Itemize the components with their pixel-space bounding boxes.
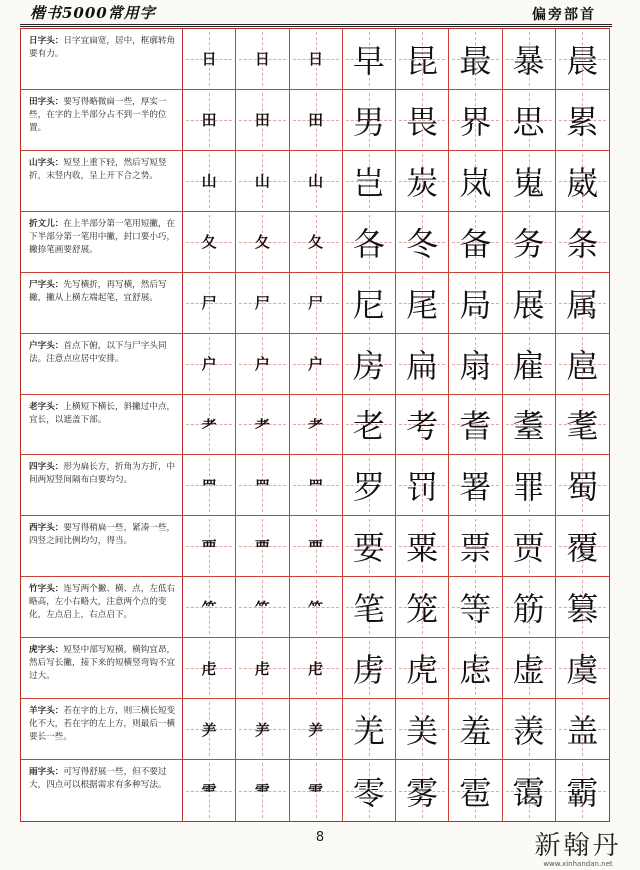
radical-glyph: 耂: [254, 415, 270, 434]
radical-glyph: 田: [201, 111, 217, 130]
example-char-cell: [556, 455, 609, 516]
example-glyph: 粟: [406, 529, 439, 568]
radical-practice-cell: [236, 699, 289, 760]
radical-glyph: 山: [308, 172, 324, 191]
example-glyph: 盖: [566, 712, 599, 751]
name-separator: ：: [54, 218, 64, 229]
radical-glyph: 日: [308, 50, 324, 69]
radical-name: 雨字头: [29, 767, 55, 778]
radical-glyph: 夂: [308, 233, 324, 252]
example-char-cell: [449, 151, 502, 212]
example-char-cell: [503, 273, 556, 334]
radical-practice-cell: [183, 455, 236, 516]
example-glyph: 笼: [406, 590, 439, 629]
example-glyph: 冬: [406, 224, 439, 263]
radical-practice-cell: [236, 760, 289, 821]
radical-practice-cell: [290, 455, 343, 516]
example-glyph: 羌: [352, 712, 385, 751]
radical-practice-cell: [290, 334, 343, 395]
radical-glyph: 户: [308, 355, 324, 374]
radical-practice-cell: [236, 273, 289, 334]
page-header: [0, 0, 640, 24]
row-description: [21, 90, 183, 151]
example-glyph: 考: [406, 407, 439, 446]
row-description: [21, 516, 183, 577]
radical-glyph: 覀: [308, 537, 324, 556]
radical-glyph: ⺮: [308, 598, 324, 617]
radical-name: 虎字头: [29, 645, 55, 656]
example-glyph: 暴: [512, 41, 545, 80]
example-glyph: 展: [512, 285, 545, 324]
example-glyph: 崴: [566, 163, 599, 202]
radical-name: 尸字头: [29, 279, 55, 290]
example-glyph: 嵬: [512, 163, 545, 202]
radical-practice-cell: [183, 395, 236, 456]
row-description: [21, 760, 183, 821]
radical-practice-cell: [183, 577, 236, 638]
example-glyph: 羞: [459, 712, 492, 751]
description-text: 形为扁长方，折角为方折，中间两短竖间隔布白要均匀。: [29, 462, 176, 486]
example-glyph: 筋: [512, 590, 545, 629]
radical-name: 田字头: [29, 96, 55, 107]
example-glyph: 零: [352, 773, 385, 812]
radical-glyph: 虍: [254, 659, 270, 678]
example-char-cell: [343, 90, 396, 151]
radical-glyph: 山: [201, 172, 217, 191]
row-description: [21, 334, 183, 395]
example-char-cell: [396, 455, 449, 516]
example-glyph: 耋: [512, 407, 545, 446]
example-glyph: 篡: [566, 590, 599, 629]
example-char-cell: [556, 577, 609, 638]
row-description: [21, 638, 183, 699]
radical-practice-cell: [290, 395, 343, 456]
radical-practice-cell: [290, 29, 343, 90]
example-char-cell: [343, 760, 396, 821]
example-glyph: 贾: [512, 529, 545, 568]
example-glyph: 耄: [566, 407, 599, 446]
example-glyph: 务: [512, 224, 545, 263]
example-char-cell: [449, 699, 502, 760]
example-glyph: 备: [459, 224, 492, 263]
radical-practice-cell: [290, 760, 343, 821]
name-separator: ：: [54, 36, 64, 46]
radical-practice-cell: [183, 29, 236, 90]
description-text: 先写横折，再写横，然后写撇，撇从上横左端起笔，宜舒展。: [29, 279, 167, 303]
radical-glyph: 户: [254, 355, 270, 374]
example-glyph: 票: [459, 529, 492, 568]
radical-practice-cell: [183, 760, 236, 821]
row-description: [21, 212, 183, 273]
example-glyph: 尾: [406, 285, 439, 324]
example-char-cell: [503, 699, 556, 760]
radical-practice-cell: [290, 577, 343, 638]
example-glyph: 美: [406, 712, 439, 751]
description-text: 可写得舒展一些，但不要过大，四点可以根据需求有多种写法。: [29, 767, 167, 791]
book-title: 楷书5000常用字: [30, 4, 156, 22]
radical-practice-cell: [183, 334, 236, 395]
example-char-cell: [503, 395, 556, 456]
example-char-cell: [556, 273, 609, 334]
example-char-cell: [343, 29, 396, 90]
example-glyph: 累: [566, 102, 599, 141]
example-char-cell: [556, 638, 609, 699]
row-description: [21, 29, 183, 90]
radical-practice-cell: [183, 90, 236, 151]
radical-glyph: 罒: [201, 476, 217, 495]
example-char-cell: [343, 273, 396, 334]
radical-glyph: 罒: [308, 476, 324, 495]
example-char-cell: [449, 516, 502, 577]
name-separator: ：: [54, 96, 64, 107]
radical-practice-cell: [183, 699, 236, 760]
example-glyph: 老: [352, 407, 385, 446]
description-text: 要写得稍扁一些，紧凑一些，四竖之间比例均匀，得当。: [29, 523, 176, 547]
radical-glyph: 耂: [201, 415, 217, 434]
radical-name: 四字头: [29, 462, 55, 473]
example-glyph: 笔: [352, 590, 385, 629]
radical-glyph: 田: [254, 111, 270, 130]
example-char-cell: [396, 516, 449, 577]
radical-practice-cell: [183, 516, 236, 577]
example-glyph: 扇: [459, 346, 492, 385]
description-text: 日字宜扁宽，居中，框廓转角要有力。: [29, 36, 176, 59]
example-char-cell: [449, 334, 502, 395]
example-char-cell: [503, 90, 556, 151]
radical-practice-cell: [290, 516, 343, 577]
example-char-cell: [556, 90, 609, 151]
example-glyph: 属: [566, 285, 599, 324]
example-glyph: 雾: [406, 773, 439, 812]
radical-name: 老字头: [29, 401, 55, 412]
name-separator: ：: [54, 645, 64, 656]
radical-glyph: ⺶: [308, 720, 324, 739]
example-glyph: 罪: [512, 468, 545, 507]
example-glyph: 岚: [459, 163, 492, 202]
radical-name: 日字头: [29, 36, 55, 46]
section-title: 偏旁部首: [532, 7, 596, 23]
example-glyph: 扁: [406, 346, 439, 385]
example-char-cell: [343, 151, 396, 212]
publisher-logo: [528, 832, 628, 869]
example-glyph: 各: [352, 224, 385, 263]
example-char-cell: [503, 212, 556, 273]
radical-glyph: ⻗: [201, 782, 217, 801]
example-glyph: 尼: [352, 285, 385, 324]
example-char-cell: [396, 760, 449, 821]
radical-glyph: 山: [254, 172, 270, 191]
example-char-cell: [396, 638, 449, 699]
description-text: 连写两个撇、横、点，左低右略高，左小右略大，注意两个点的变化，左点启上，右点启下。: [29, 584, 176, 621]
example-glyph: 要: [352, 529, 385, 568]
example-char-cell: [343, 577, 396, 638]
example-char-cell: [503, 29, 556, 90]
example-glyph: 岂: [352, 163, 385, 202]
radical-practice-cell: [236, 455, 289, 516]
example-char-cell: [556, 699, 609, 760]
example-char-cell: [396, 577, 449, 638]
example-char-cell: [343, 516, 396, 577]
radical-glyph: 尸: [201, 294, 217, 313]
radical-glyph: 虍: [308, 659, 324, 678]
example-char-cell: [343, 455, 396, 516]
example-char-cell: [449, 29, 502, 90]
radical-glyph: 夂: [201, 233, 217, 252]
radical-glyph: ⻗: [254, 782, 270, 801]
radical-name: 竹字头: [29, 584, 55, 595]
radical-name: 户字头: [29, 340, 55, 351]
example-char-cell: [449, 212, 502, 273]
radical-practice-cell: [290, 212, 343, 273]
example-glyph: 局: [459, 285, 492, 324]
radical-practice-cell: [290, 90, 343, 151]
radical-glyph: 尸: [308, 294, 324, 313]
example-glyph: 早: [352, 41, 385, 80]
radical-practice-cell: [290, 638, 343, 699]
radical-glyph: 田: [308, 111, 324, 130]
example-char-cell: [396, 151, 449, 212]
example-glyph: 最: [459, 41, 492, 80]
example-char-cell: [396, 29, 449, 90]
row-description: [21, 455, 183, 516]
description-text: 要写得略微扁一些，厚实一些，在字的上半部分占不到一半的位置。: [29, 96, 167, 133]
radical-glyph: 尸: [254, 294, 270, 313]
example-glyph: 雇: [512, 346, 545, 385]
radical-glyph: ⺮: [201, 598, 217, 617]
radical-glyph: ⻗: [308, 782, 324, 801]
example-glyph: 界: [459, 102, 492, 141]
radical-practice-cell: [183, 212, 236, 273]
example-char-cell: [396, 395, 449, 456]
example-char-cell: [449, 395, 502, 456]
name-separator: ：: [54, 401, 64, 412]
radical-glyph: ⺮: [254, 598, 270, 617]
radical-name: 西字头: [29, 523, 55, 534]
example-glyph: 羡: [512, 712, 545, 751]
radical-glyph: 日: [201, 50, 217, 69]
example-char-cell: [503, 151, 556, 212]
radical-glyph: 日: [254, 50, 270, 69]
description-text: 首点下俯，以下与尸字头同法。注意点应居中安排。: [29, 340, 167, 364]
radical-glyph: ⺶: [254, 720, 270, 739]
example-glyph: 炭: [406, 163, 439, 202]
logo-text: 新翰丹: [534, 831, 622, 861]
radical-practice-cell: [236, 516, 289, 577]
example-char-cell: [449, 638, 502, 699]
radical-practice-cell: [183, 273, 236, 334]
example-char-cell: [503, 760, 556, 821]
radical-practice-cell: [290, 273, 343, 334]
description-text: 若在字的上方，则三横长短变化不大，若在字的左上方，则最后一横要长一些。: [29, 706, 176, 743]
example-char-cell: [343, 212, 396, 273]
row-description: [21, 699, 183, 760]
example-glyph: 署: [459, 468, 492, 507]
radical-name: 山字头: [29, 157, 55, 168]
logo-url: www.xinhandan.net: [543, 860, 613, 868]
example-glyph: 虚: [512, 651, 545, 690]
name-separator: ：: [54, 340, 64, 351]
radical-glyph: 户: [201, 355, 217, 374]
example-glyph: 虞: [566, 651, 599, 690]
radical-practice-cell: [236, 577, 289, 638]
example-glyph: 耆: [459, 407, 492, 446]
radical-practice-cell: [236, 90, 289, 151]
radical-glyph: 耂: [308, 415, 324, 434]
example-char-cell: [503, 334, 556, 395]
example-char-cell: [556, 516, 609, 577]
example-glyph: 畏: [406, 102, 439, 141]
radical-glyph: 虍: [201, 659, 217, 678]
radical-practice-cell: [236, 334, 289, 395]
example-char-cell: [503, 638, 556, 699]
name-separator: ：: [54, 767, 64, 778]
example-char-cell: [556, 395, 609, 456]
example-glyph: 昆: [406, 41, 439, 80]
header-rule: [20, 24, 612, 27]
radical-practice-cell: [236, 638, 289, 699]
example-glyph: 霸: [566, 773, 599, 812]
radical-glyph: ⺶: [201, 720, 217, 739]
example-glyph: 扈: [566, 346, 599, 385]
example-char-cell: [449, 90, 502, 151]
radical-practice-cell: [290, 699, 343, 760]
example-char-cell: [396, 90, 449, 151]
example-char-cell: [343, 334, 396, 395]
row-description: [21, 273, 183, 334]
example-char-cell: [449, 455, 502, 516]
row-description: [21, 151, 183, 212]
example-char-cell: [449, 760, 502, 821]
practice-grid: [20, 28, 610, 822]
name-separator: ：: [54, 157, 64, 168]
radical-practice-cell: [183, 151, 236, 212]
row-description: [21, 395, 183, 456]
example-glyph: 房: [352, 346, 385, 385]
example-glyph: 等: [459, 590, 492, 629]
example-char-cell: [556, 151, 609, 212]
example-char-cell: [503, 455, 556, 516]
radical-name: 羊字头: [29, 706, 55, 717]
page-number: 8: [315, 830, 325, 845]
example-char-cell: [503, 577, 556, 638]
name-separator: ：: [54, 706, 64, 717]
radical-practice-cell: [236, 212, 289, 273]
name-separator: ：: [54, 584, 64, 595]
example-char-cell: [556, 760, 609, 821]
example-glyph: 蜀: [566, 468, 599, 507]
example-char-cell: [343, 699, 396, 760]
example-char-cell: [503, 516, 556, 577]
radical-practice-cell: [183, 638, 236, 699]
description-text: 上横短下横长，斜撇过中点，宜长，以遮盖下部。: [29, 401, 176, 425]
name-separator: ：: [54, 279, 64, 290]
example-char-cell: [449, 273, 502, 334]
example-char-cell: [396, 699, 449, 760]
example-glyph: 罗: [352, 468, 385, 507]
example-char-cell: [396, 334, 449, 395]
example-char-cell: [556, 334, 609, 395]
example-glyph: 覆: [566, 529, 599, 568]
radical-glyph: 覀: [201, 537, 217, 556]
row-description: [21, 577, 183, 638]
example-glyph: 思: [512, 102, 545, 141]
example-glyph: 条: [566, 224, 599, 263]
radical-practice-cell: [290, 151, 343, 212]
radical-practice-cell: [236, 151, 289, 212]
example-char-cell: [556, 29, 609, 90]
example-char-cell: [396, 212, 449, 273]
example-glyph: 罚: [406, 468, 439, 507]
example-glyph: 虏: [352, 651, 385, 690]
description-text: 在上半部分第一笔用短撇，在下半部分第一笔用中撇，封口要小巧，撇捺笔画要舒展。: [29, 218, 176, 255]
example-char-cell: [449, 577, 502, 638]
example-glyph: 男: [352, 102, 385, 141]
radical-name: 折文儿: [29, 218, 55, 229]
example-glyph: 霭: [512, 773, 545, 812]
radical-glyph: 覀: [254, 537, 270, 556]
example-glyph: 虑: [459, 651, 492, 690]
example-glyph: 虎: [406, 651, 439, 690]
radical-practice-cell: [236, 29, 289, 90]
radical-glyph: 罒: [254, 476, 270, 495]
name-separator: ：: [54, 462, 64, 473]
example-char-cell: [343, 395, 396, 456]
radical-practice-cell: [236, 395, 289, 456]
radical-glyph: 夂: [254, 233, 270, 252]
description-text: 短竖上重下轻，然后写短竖折，末竖内收，呈上开下合之势。: [29, 157, 167, 181]
example-char-cell: [343, 638, 396, 699]
example-char-cell: [396, 273, 449, 334]
example-glyph: 雹: [459, 773, 492, 812]
name-separator: ：: [54, 523, 64, 534]
description-text: 短竖中部写短横，横钩宜昂，然后写长撇，接下来的短横竖弯钩不宜过大。: [29, 645, 176, 682]
example-glyph: 晨: [566, 41, 599, 80]
example-char-cell: [556, 212, 609, 273]
